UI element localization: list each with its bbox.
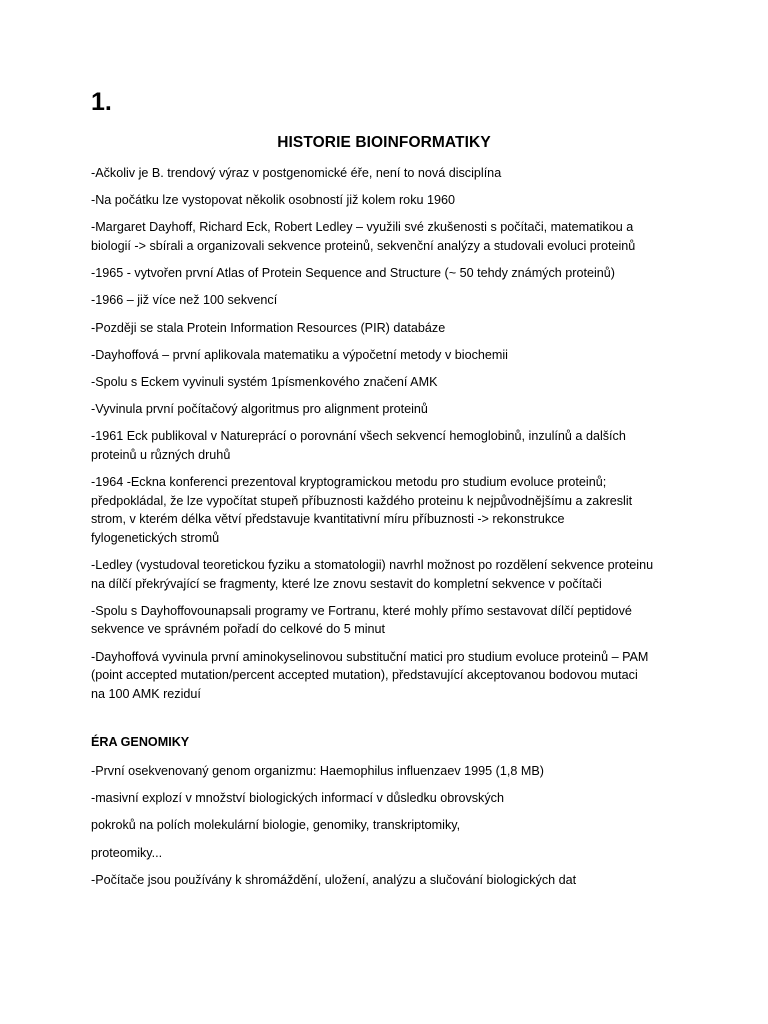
paragraph-line: -Ledley (vystudoval teoretickou fyziku a stomatologii) navrhl možnost po rozdělení sekvence proteinu <box>91 558 654 573</box>
paragraph-line: -Spolu s Eckem vyvinuli systém 1písmenkového značení AMK <box>91 374 438 389</box>
history-paragraph <box>91 556 691 593</box>
section-heading-genomics: ÉRA GENOMIKY <box>91 734 190 749</box>
history-paragraph <box>91 264 691 283</box>
paragraph-line: -1961 Eck publikoval v Natureprácí o porovnání všech sekvencí hemoglobinů, inzulínů a dalších <box>91 429 626 444</box>
genomics-paragraph <box>91 762 691 781</box>
history-paragraph <box>91 346 691 365</box>
history-paragraph <box>91 400 691 419</box>
paragraph-line: sekvence ve správném pořadí do celkové do 5 minut <box>91 622 386 637</box>
paragraph-line: -1966 – již více než 100 sekvencí <box>91 293 278 308</box>
history-paragraph <box>91 291 691 310</box>
paragraph-line: -Margaret Dayhoff, Richard Eck, Robert Ledley – využili své zkušenosti s počítači, matematikou a <box>91 220 634 235</box>
section-spacer <box>91 712 691 733</box>
document-title: HISTORIE BIOINFORMATIKY <box>277 134 491 151</box>
genomics-paragraph <box>91 844 691 863</box>
paragraph-line: -Spolu s Dayhoffovounapsali programy ve Fortranu, které mohly přímo sestavovat dílčí peptidové <box>91 603 632 618</box>
history-paragraph <box>91 648 691 704</box>
paragraph-line: proteomiky... <box>91 845 163 860</box>
paragraph-line: strom, v kterém délka větví představuje kvantitativní míru příbuznosti -> rekonstrukce <box>91 512 565 527</box>
paragraph-line: -První osekvenovaný genom organizmu: Haemophilus influenzaev 1995 (1,8 MB) <box>91 764 544 779</box>
paragraph-line: -Počítače jsou používány k shromáždění, uložení, analýzu a slučování biologických dat <box>91 872 577 887</box>
page-number: 1. <box>91 88 112 116</box>
history-paragraph-list <box>91 164 691 703</box>
history-paragraph <box>91 319 691 338</box>
paragraph-line: předpokládal, že lze vypočítat stupeň příbuznosti každého proteinu k nejpůvodnějšímu a zakreslit <box>91 493 633 508</box>
paragraph-line: -1964 -Eckna konferenci prezentoval kryptogramickou metodu pro studium evoluce proteinů; <box>91 475 607 490</box>
paragraph-line: na dílčí překrývající se fragmenty, které lze znovu sestavit do kompletní sekvence v počítači <box>91 576 602 591</box>
paragraph-line: pokroků na polích molekulární biologie, genomiky, transkriptomiky, <box>91 818 461 833</box>
history-paragraph <box>91 473 691 547</box>
history-paragraph <box>91 191 691 210</box>
genomics-paragraph-list <box>91 762 691 889</box>
paragraph-line: na 100 AMK reziduí <box>91 686 201 701</box>
history-paragraph <box>91 218 691 255</box>
paragraph-line: -Dayhoffová vyvinula první aminokyselinovou substituční matici pro studium evoluce proteinů – PAM <box>91 649 649 664</box>
genomics-paragraph <box>91 789 691 808</box>
history-paragraph <box>91 602 691 639</box>
paragraph-line: -Později se stala Protein Information Resources (PIR) databáze <box>91 320 446 335</box>
paragraph-line: biologií -> sbírali a organizovali sekvence proteinů, sekvenční analýzy a studovali evoluci proteinů <box>91 238 636 253</box>
genomics-paragraph <box>91 871 691 890</box>
paragraph-line: -Na počátku lze vystopovat několik osobností již kolem roku 1960 <box>91 193 456 208</box>
paragraph-line: -Dayhoffová – první aplikovala matematiku a výpočetní metody v biochemii <box>91 347 508 362</box>
paragraph-line: -Vyvinula první počítačový algoritmus pro alignment proteinů <box>91 402 428 417</box>
document-body <box>91 164 691 898</box>
paragraph-line: -masivní explozí v množství biologických informací v důsledku obrovských <box>91 791 504 806</box>
paragraph-line: (point accepted mutation/percent accepted mutation), představující akceptovanou bodovou mutaci <box>91 668 638 683</box>
paragraph-line: -1965 - vytvořen první Atlas of Protein Sequence and Structure (~ 50 tehdy známých proteinů) <box>91 266 615 281</box>
history-paragraph <box>91 373 691 392</box>
history-paragraph <box>91 164 691 183</box>
paragraph-line: -Ačkoliv je B. trendový výraz v postgenomické éře, není to nová disciplína <box>91 166 502 180</box>
paragraph-line: proteinů u různých druhů <box>91 447 231 462</box>
paragraph-line: fylogenetických stromů <box>91 530 220 545</box>
history-paragraph <box>91 427 691 464</box>
genomics-paragraph <box>91 816 691 835</box>
